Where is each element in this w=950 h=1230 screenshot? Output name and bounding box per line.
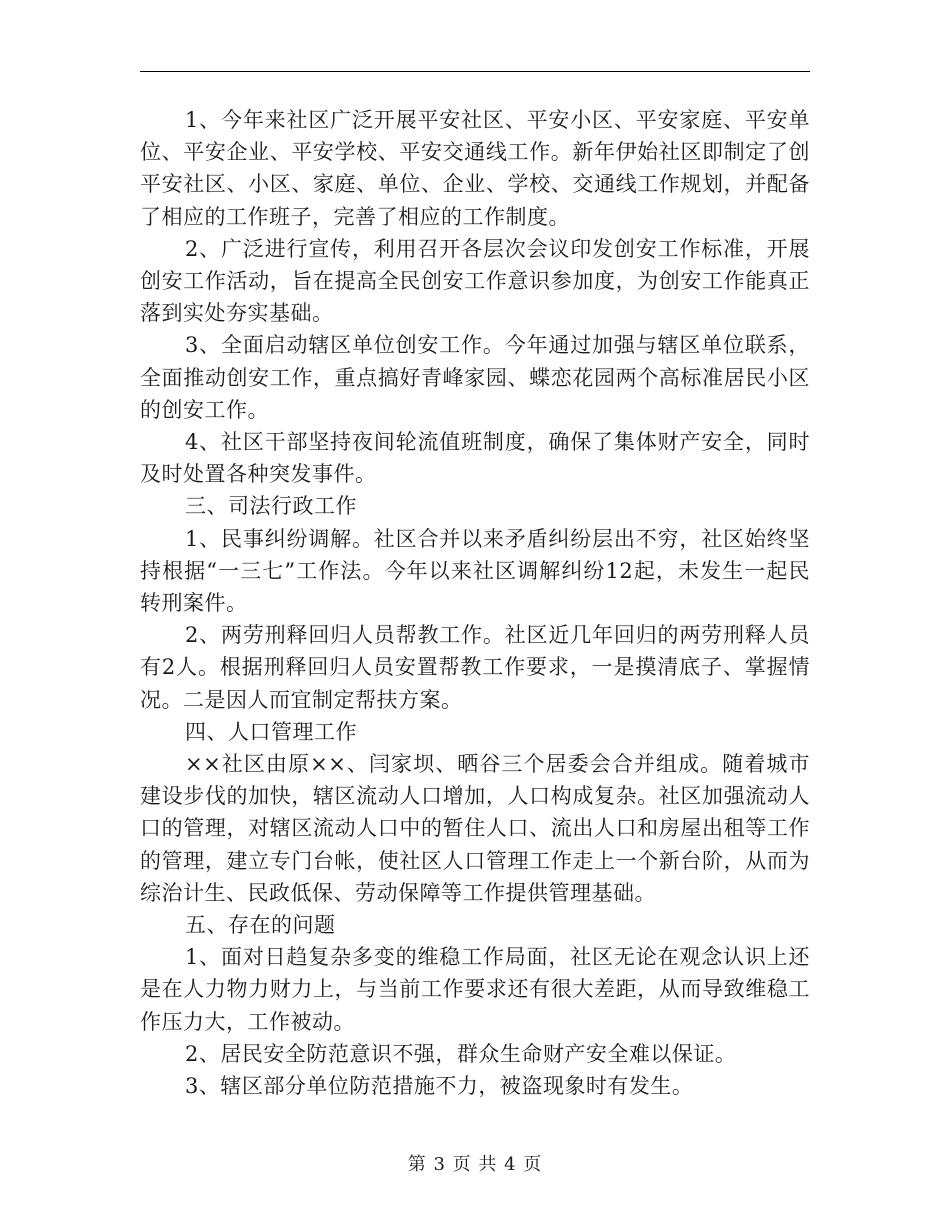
paragraph-9: 2、居民安全防范意识不强，群众生命财产安全难以保证。 — [185, 1041, 737, 1066]
paragraph-4: 4、社区干部坚持夜间轮流值班制度，确保了集体财产安全，同时及时处置各种突发事件。 — [140, 430, 810, 487]
paragraph-7: ××社区由原××、闫家坝、晒谷三个居委会合并组成。随着城市建设步伐的加快，辖区流动人口增加，人口构成复杂。社区加强流动人口的管理，对辖区流动人口中的暂住人口、流出人口和房屋出租等工作的管理，建立专门台帐，使社区人口管理工作走上一个新台阶，从而为综治计生、民政低保、劳动保障等工作提供管理基础。 — [140, 752, 810, 905]
header-rule — [140, 71, 810, 72]
paragraph-2: 2、广泛进行宣传，利用召开各层次会议印发创安工作标准，开展创安工作活动，旨在提高全民创安工作意识参加度，为创安工作能真正落到实处夯实基础。 — [140, 236, 810, 326]
paragraph-10: 3、辖区部分单位防范措施不力，被盗现象时有发生。 — [185, 1074, 694, 1099]
document-body — [140, 104, 810, 1102]
section-heading-population: 四、人口管理工作 — [185, 719, 357, 744]
paragraph-3: 3、全面启动辖区单位创安工作。今年通过加强与辖区单位联系，全面推动创安工作，重点搞好青峰家园、蝶恋花园两个高标准居民小区的创安工作。 — [140, 333, 810, 422]
paragraph-8: 1、面对日趋复杂多变的维稳工作局面，社区无论在观念认识上还是在人力物力财力上，与当前工作要求还有很大差距，从而导致维稳工作压力大，工作被动。 — [140, 945, 810, 1034]
page-number: 第 3 页 共 4 页 — [407, 1154, 543, 1175]
paragraph-5: 1、民事纠纷调解。社区合并以来矛盾纠纷层出不穷，社区始终坚持根据“一三七”工作法。今年以来社区调解纠纷12起，未发生一起民转刑案件。 — [140, 526, 810, 616]
paragraph-6: 2、两劳刑释回归人员帮教工作。社区近几年回归的两劳刑释人员有2人。根据刑释回归人员安置帮教工作要求，一是摸清底子、掌握情况。二是因人而宜制定帮扶方案。 — [140, 623, 810, 712]
section-heading-problems: 五、存在的问题 — [185, 913, 336, 938]
section-heading-judicial: 三、司法行政工作 — [185, 494, 357, 519]
paragraph-1: 1、今年来社区广泛开展平安社区、平安小区、平安家庭、平安单位、平安企业、平安学校、平安交通线工作。新年伊始社区即制定了创平安社区、小区、家庭、单位、企业、学校、交通线工作规划，并配备了相应的工作班子，完善了相应的工作制度。 — [140, 108, 810, 229]
